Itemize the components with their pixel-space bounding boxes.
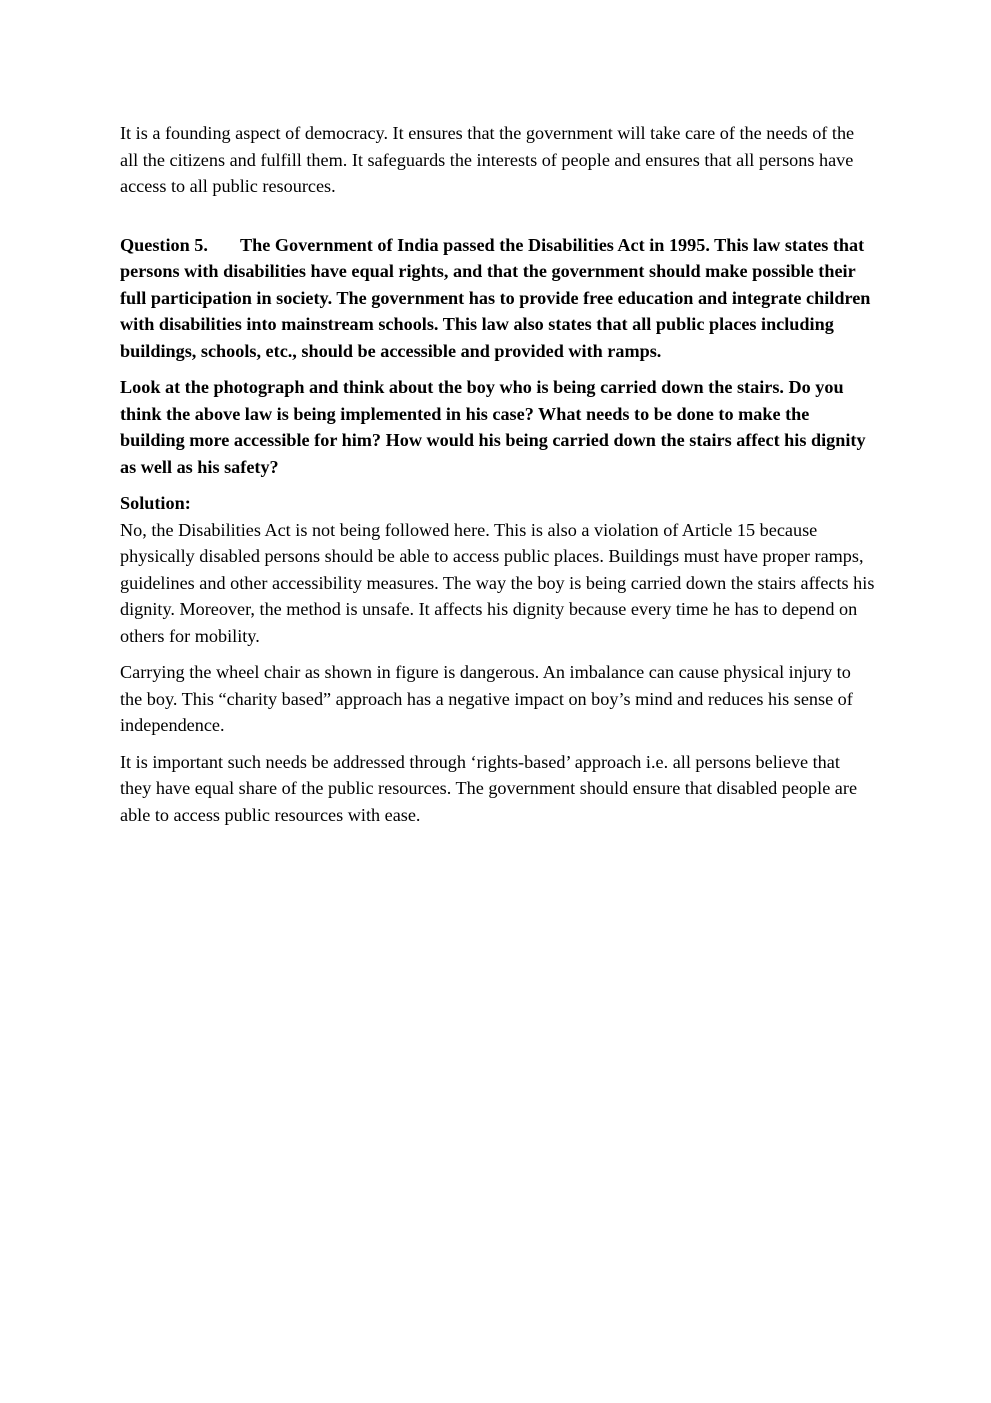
solution-heading: Solution:: [120, 493, 191, 513]
solution-section: [120, 490, 875, 828]
document-page: [120, 120, 875, 838]
question-block: [120, 232, 875, 365]
question-label: Question 5.: [120, 234, 208, 255]
question-followup: Look at the photograph and think about the boy who is being carried down the stairs. Do you think the above law is being implemented in his case? What needs to be done to make the building more accessible for him? How would his being carried down the stairs affect his dignity as well as his safety?: [120, 377, 866, 477]
intro-paragraph: It is a founding aspect of democracy. It ensures that the government will take care of the needs of the all the citizens and fulfill them. It safeguards the interests of people and ensures that all persons have access to all public resources.: [120, 123, 855, 196]
solution-paragraph: No, the Disabilities Act is not being followed here. This is also a violation of Article 15 because physically disabled persons should be able to access public places. Buildings must have proper ramps, guidelines and other accessibility measures. The way the boy is being carried down the stairs affects his dignity. Moreover, the method is unsafe. It affects his dignity because every time he has to depend on others for mobility.: [120, 519, 875, 646]
solution-paragraph: It is important such needs be addressed through ‘rights-based’ approach i.e. all persons believe that they have equal share of the public resources. The government should ensure that disabled people are able to access public resources with ease.: [120, 751, 858, 825]
question-text: The Government of India passed the Disabilities Act in 1995. This law states that persons with disabilities have equal rights, and that the government should make possible their full participation in society. The government has to provide free education and integrate children with disabilities into mainstream schools. This law also states that all public places including buildings, schools, etc., should be accessible and provided with ramps.: [120, 234, 871, 361]
solution-paragraph: Carrying the wheel chair as shown in figure is dangerous. An imbalance can cause physical injury to the boy. This “charity based” approach has a negative impact on boy’s mind and reduces his sense of independence.: [120, 662, 853, 735]
